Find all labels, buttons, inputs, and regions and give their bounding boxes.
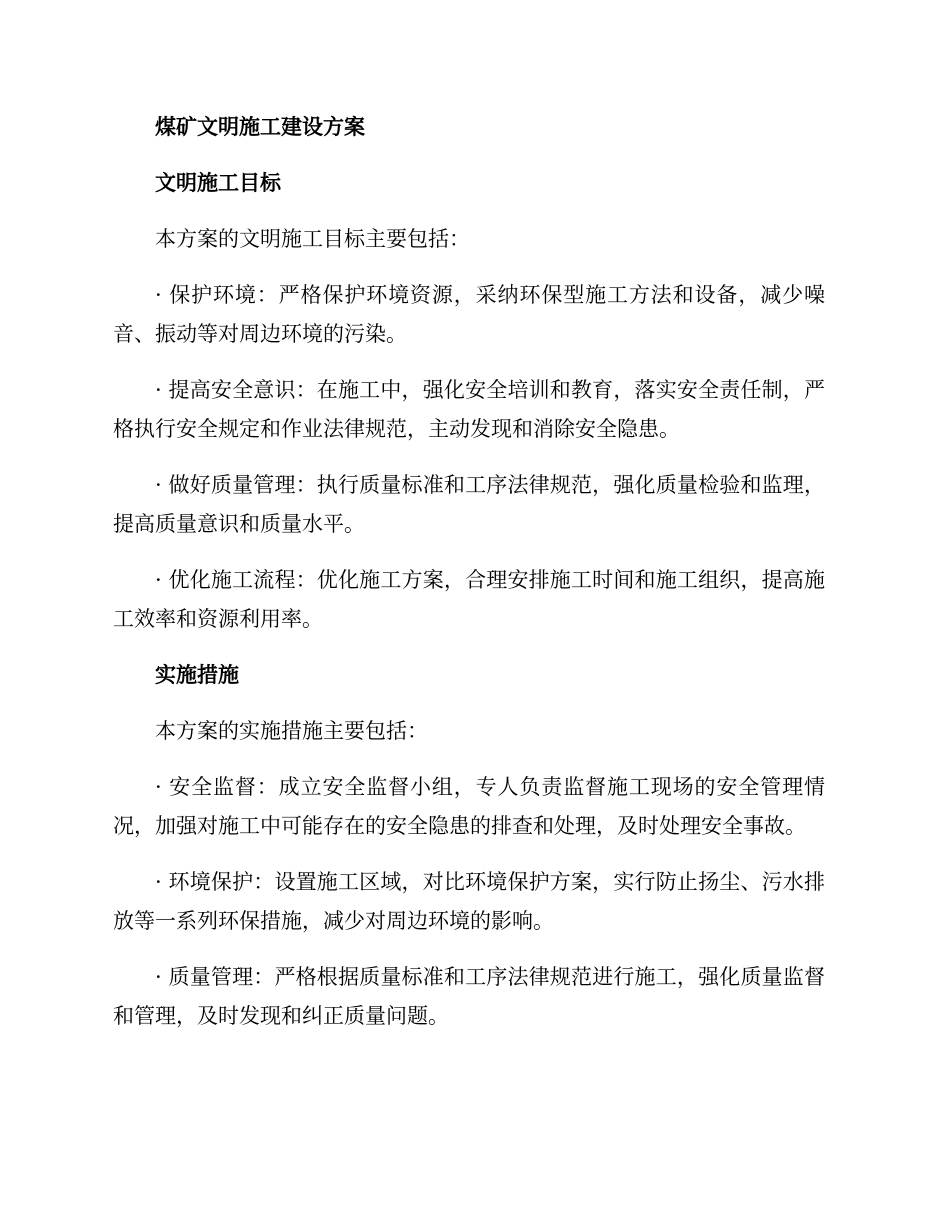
document-body [113,108,825,1053]
section-heading-measures: 实施措施 [155,663,239,687]
goal-item-quality: · 做好质量管理：执行质量标准和工序法律规范，强化质量检验和监理，提高质量意识和质量水平。 [113,473,825,536]
section-intro-measures: 本方案的实施措施主要包括： [155,719,428,743]
section-intro-goals: 本方案的文明施工目标主要包括： [155,227,470,251]
measure-item-quality: · 质量管理：严格根据质量标准和工序法律规范进行施工，强化质量监督和管理，及时发现和纠正质量问题。 [113,965,825,1028]
section-heading-goals: 文明施工目标 [155,171,281,195]
goal-item-environment: · 保护环境：严格保护环境资源，采纳环保型施工方法和设备，减少噪音、振动等对周边环境的污染。 [113,283,825,346]
goal-item-process: · 优化施工流程：优化施工方案，合理安排施工时间和施工组织，提高施工效率和资源利用率。 [113,568,825,631]
goal-item-safety: · 提高安全意识：在施工中，强化安全培训和教育，落实安全责任制，严格执行安全规定和作业法律规范，主动发现和消除安全隐患。 [113,378,825,441]
measure-item-environment: · 环境保护：设置施工区域，对比环境保护方案，实行防止扬尘、污水排放等一系列环保措施，减少对周边环境的影响。 [113,870,825,933]
document-title: 煤矿文明施工建设方案 [155,115,365,139]
measure-item-safety: · 安全监督：成立安全监督小组，专人负责监督施工现场的安全管理情况，加强对施工中可能存在的安全隐患的排查和处理，及时处理安全事故。 [113,775,825,838]
